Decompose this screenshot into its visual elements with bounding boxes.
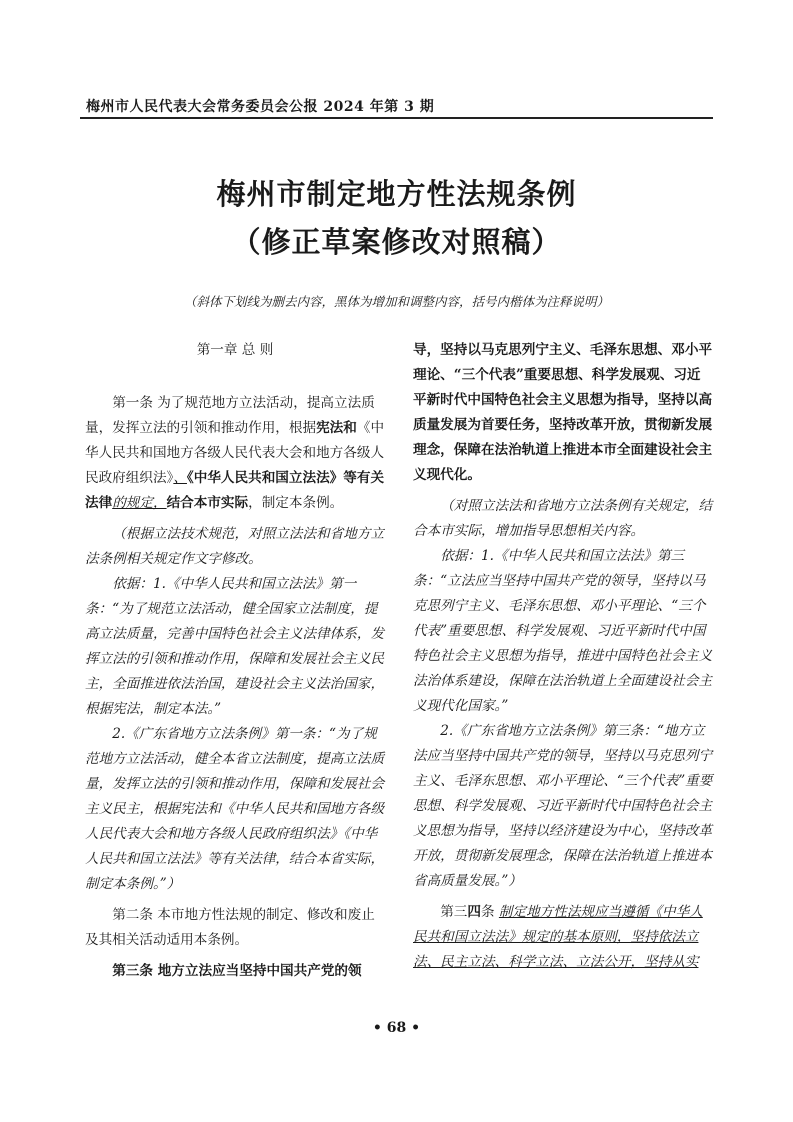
legal-basis: 依据：1.《中华人民共和国立法法》第三条：“立法应当坚持中国共产党的领导，坚持以马克思列宁主义、毛泽东思想、邓小平理论、“三个代表”重要思想、科学发展观、习近平新时代中国特色社会主义思想为指导，推进中国特色社会主义法治体系建设，保障在法治轨道上全面建设社会主义现代化国家。” <box>413 548 713 714</box>
deleted-text: 的规定， <box>112 495 167 511</box>
article-3: 第三条 地方立法应当坚持中国共产党的领 <box>112 963 362 979</box>
left-column <box>85 338 385 984</box>
legal-basis: 2.《广东省地方立法条例》第三条：“地方立法应当坚持中国共产党的领导，坚持以马克思列宁主义、毛泽东思想、邓小平理论、“三个代表”重要思想、科学发展观、习近平新时代中国特色社会主义思想为指导，坚持以经济建设为中心，坚持改革开放，贯彻新发展理念，保障在法治轨道上推进本省高质量发展。”） <box>413 723 713 889</box>
document-title: 梅州市制定地方性法规条例 <box>216 177 577 211</box>
article-4: 第三四条 制定地方性法规应当遵循《中华人民共和国立法法》规定的基本原则，坚持依法立法、民主立法、科学立法、立法公开，坚持从实 <box>413 904 703 970</box>
chapter-heading: 第一章 总 则 <box>196 342 274 358</box>
right-column <box>413 338 713 975</box>
legal-basis: 依据：1.《中华人民共和国立法法》第一条：“为了规范立法活动，健全国家立法制度，提高立法质量，完善中国特色社会主义法律体系，发挥立法的引领和推动作用，保障和发展社会主义民主，全面推进依法治国，建设社会主义法治国家，根据宪法，制定本法。” <box>85 576 385 717</box>
annotation-note: （根据立法技术规范，对照立法法和省地方立法条例相关规定作文字修改。 <box>85 526 385 567</box>
deleted-text: 制定地方性法规应当遵循《中华人民共和国立法法》规定的基本原则，坚持依法立法、民主立法、科学立法、立法公开，坚持从实 <box>413 904 703 970</box>
header-divider <box>80 117 713 119</box>
article-3-continued: 导，坚持以马克思列宁主义、毛泽东思想、邓小平理论、“三个代表”重要思想、科学发展观、习近平新时代中国特色社会主义思想为指导，坚持以高质量发展为首要任务，坚持改革开放，贯彻新发展理念，保障在法治轨道上推进本市全面建设社会主义现代化。 <box>413 342 713 483</box>
annotation-note: （对照立法法和省地方立法条例有关规定，结合本市实际，增加指导思想相关内容。 <box>413 498 713 539</box>
running-header: 梅州市人民代表大会常务委员会公报 2024 年第 3 期 <box>86 99 435 115</box>
article-1: 第一条 为了规范地方立法活动，提高立法质量，发挥立法的引领和推动作用，根据宪法和《中华人民共和国地方各级人民代表大会和地方各级人民政府组织法》、《中华人民共和国立法法》等有关法律的规定，结合本市实际，制定本条例。 <box>85 395 385 511</box>
deleted-text: 、 <box>173 470 187 486</box>
article-2: 第二条 本市地方性法规的制定、修改和废止及其相关活动适用本条例。 <box>85 907 375 948</box>
page-number: • 68 • <box>372 1020 421 1036</box>
editing-legend-note: （斜体下划线为删去内容，黑体为增加和调整内容，括号内楷体为注释说明） <box>183 294 609 309</box>
document-subtitle: （修正草案修改对照稿） <box>231 225 562 259</box>
legal-basis: 2.《广东省地方立法条例》第一条：“为了规范地方立法活动，健全本省立法制度，提高立法质量，发挥立法的引领和推动作用，保障和发展社会主义民主，根据宪法和《中华人民共和国地方各级人民代表大会和地方各级人民政府组织法》《中华人民共和国立法法》等有关法律，结合本省实际，制定本条例。”） <box>85 726 385 892</box>
